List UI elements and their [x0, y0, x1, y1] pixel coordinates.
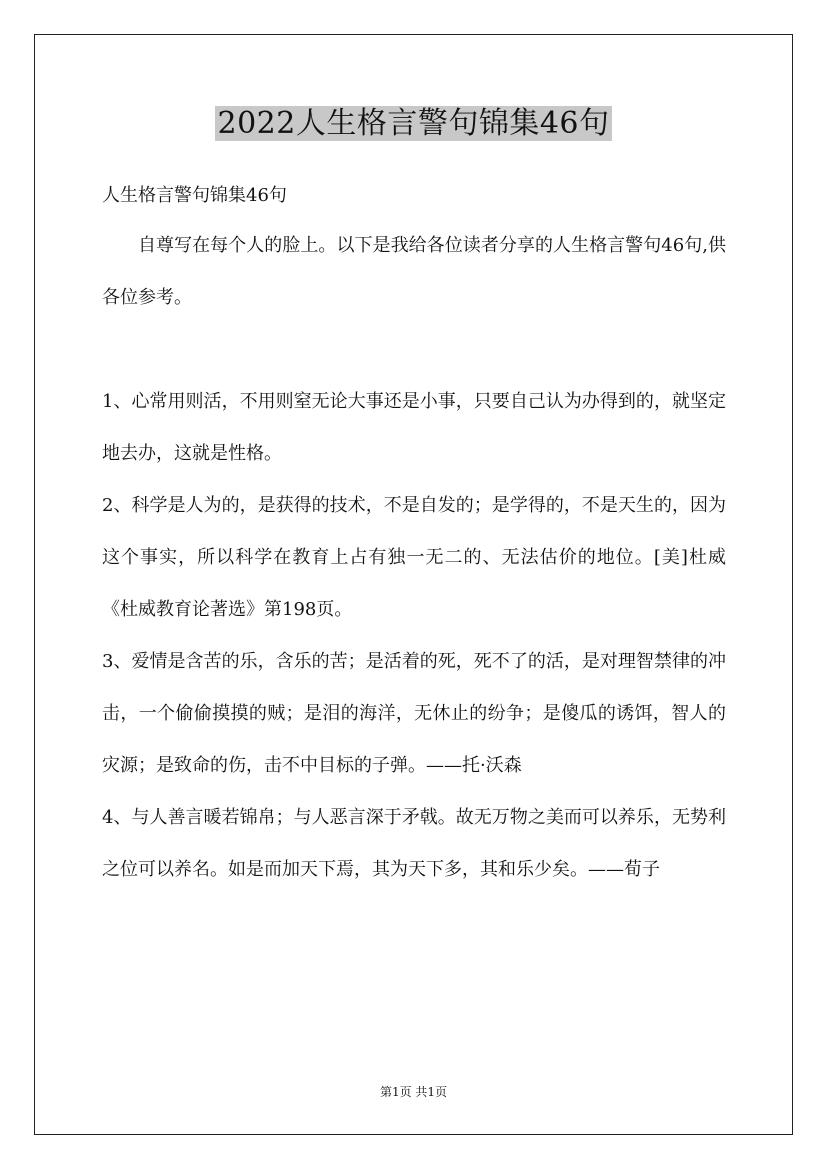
document-subtitle: 人生格言警句锦集46句 — [102, 185, 287, 206]
quote-paragraph-1: 1、心常用则活，不用则窒无论大事还是小事，只要自己认为办得到的，就坚定地去办，这就是性格。 — [102, 391, 726, 464]
document-title — [0, 103, 827, 144]
intro-paragraph: 自尊写在每个人的脸上。以下是我给各位读者分享的人生格言警句46句,供各位参考。 — [102, 235, 726, 308]
quote-paragraph-2: 2、科学是人为的，是获得的技术，不是自发的；是学得的，不是天生的，因为这个事实，所以科学在教育上占有独一无二的、无法估价的地位。[美]杜威《杜威教育论著选》第198页。 — [102, 495, 726, 620]
document-body — [102, 170, 726, 896]
quote-paragraph-3: 3、爱情是含苦的乐，含乐的苦；是活着的死，死不了的活，是对理智禁律的冲击，一个偷偷摸摸的贼；是泪的海洋，无休止的纷争；是傻瓜的诱饵，智人的灾源；是致命的伤，击不中目标的子弹。——托·沃森 — [102, 651, 726, 776]
page-footer: 第1页 共1页 — [379, 1085, 448, 1099]
document-title-text: 2022人生格言警句锦集46句 — [217, 106, 610, 141]
blank-line — [102, 324, 726, 376]
quote-paragraph-4: 4、与人善言暖若锦帛；与人恶言深于矛戟。故无万物之美而可以养乐，无势利之位可以养名。如是而加天下焉，其为天下多，其和乐少矣。——荀子 — [102, 807, 726, 880]
